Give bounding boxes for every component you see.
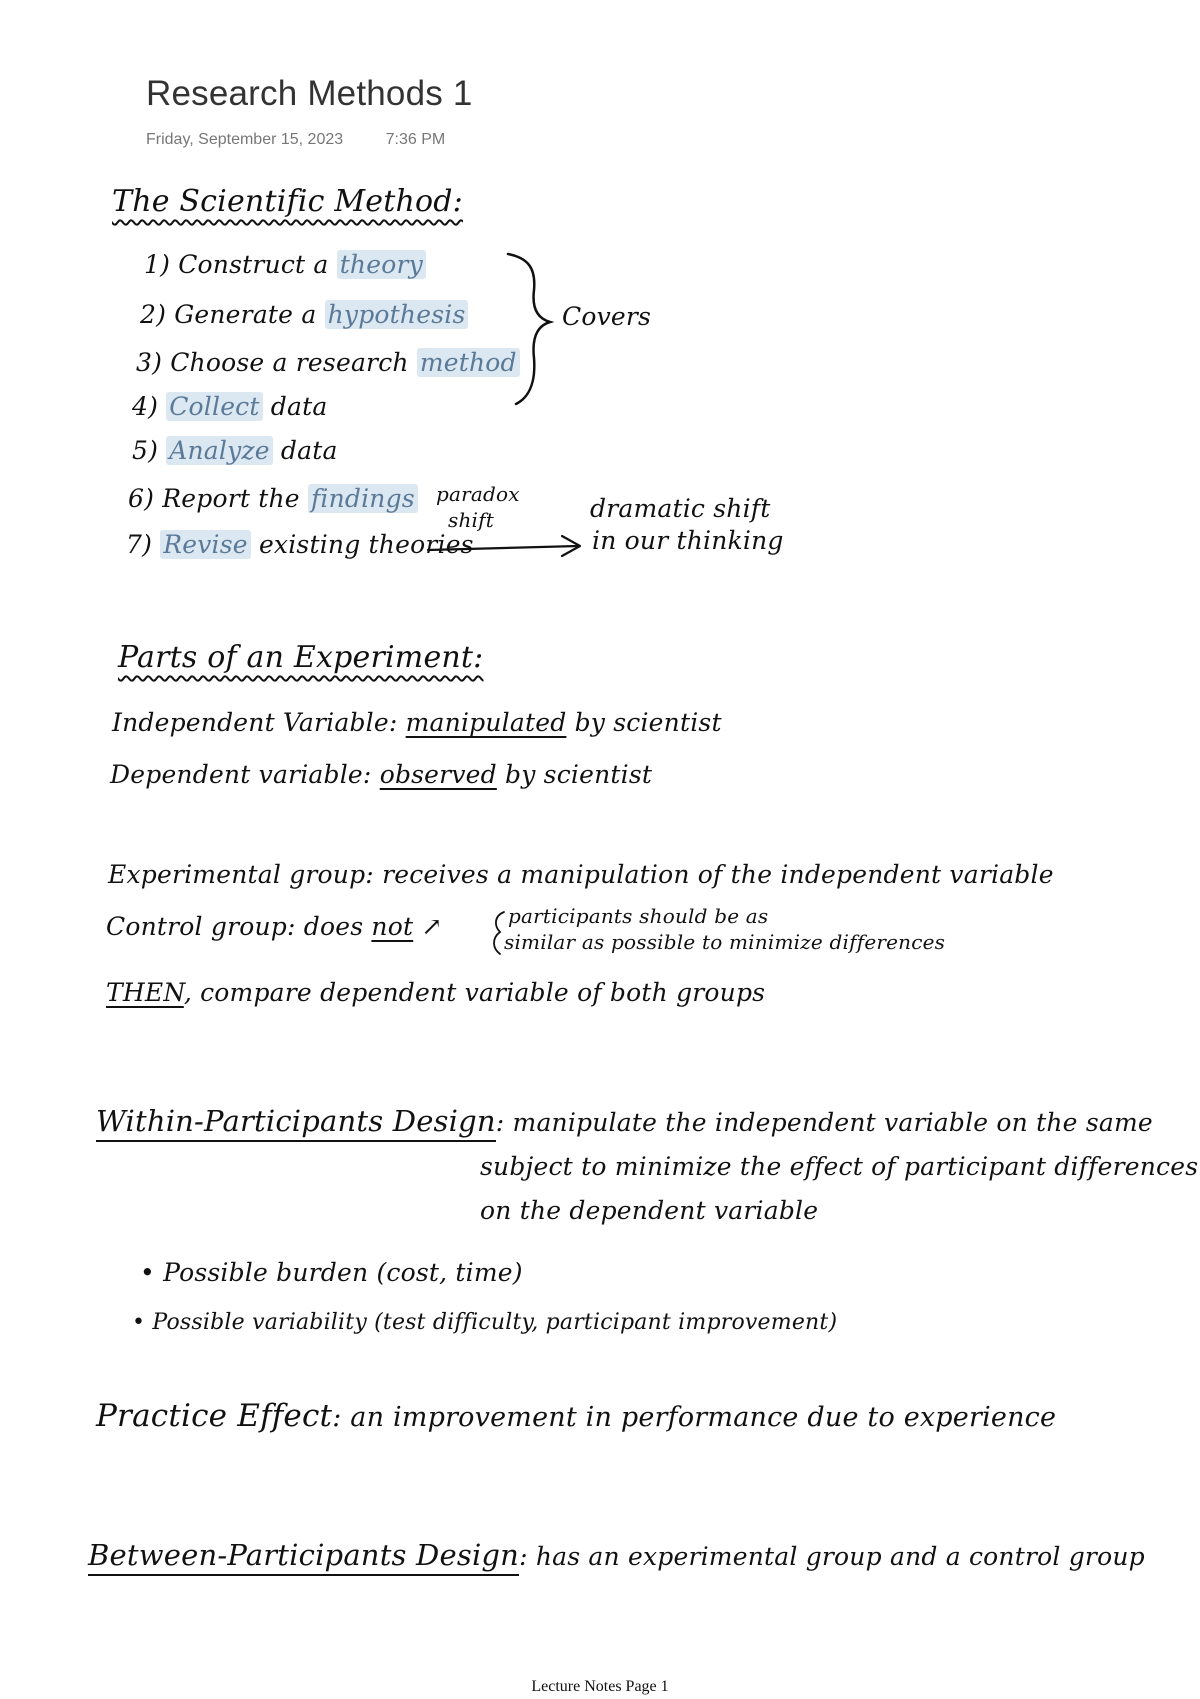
step-3-num: 3) — [136, 348, 163, 377]
within-def-2: subject to minimize the effect of participant differences — [480, 1152, 1199, 1181]
step-7-text: existing theories — [258, 530, 474, 559]
step-1 — [144, 250, 426, 279]
within-def-1: : manipulate the independent variable on the same — [495, 1108, 1153, 1137]
step-1-num: 1) — [144, 250, 171, 279]
step-6-text: Report the — [162, 484, 300, 513]
page-time: 7:36 PM — [385, 131, 446, 148]
arrow-label-paradox: paradox — [436, 482, 520, 506]
then-rest: , compare dependent variable of both groups — [183, 978, 766, 1007]
dv-label: Dependent variable: — [110, 760, 372, 789]
within-heading: Within-Participants Design — [96, 1104, 496, 1142]
step-1-term: theory — [337, 250, 426, 279]
within-bullet-1: • Possible burden (cost, time) — [140, 1258, 523, 1287]
step-4-term: Collect — [166, 392, 262, 421]
page-meta — [146, 131, 445, 149]
step-2-term: hypothesis — [325, 300, 469, 329]
step-3-text: Choose a research — [170, 348, 409, 377]
step-6-term: findings — [308, 484, 418, 513]
control-label: Control group: does — [106, 912, 364, 941]
step-1-text: Construct a — [178, 250, 329, 279]
then-line — [106, 978, 765, 1007]
brace-label: Covers — [562, 302, 652, 331]
step-4-num: 4) — [132, 392, 159, 421]
step-7 — [126, 530, 474, 559]
step-2-num: 2) — [140, 300, 167, 329]
then-term: THEN — [106, 978, 184, 1007]
between-design-line — [88, 1538, 1145, 1572]
step-5-text: data — [280, 436, 338, 465]
step-7-term: Revise — [160, 530, 251, 559]
page-title: Research Methods 1 — [146, 74, 473, 113]
dependent-variable-line — [110, 760, 652, 789]
iv-rest: by scientist — [574, 708, 722, 737]
page-footer: Lecture Notes Page 1 — [531, 1678, 669, 1695]
arrow-label-shift: shift — [448, 508, 494, 532]
practice-effect-line — [96, 1398, 1056, 1434]
within-bullet-2: • Possible variability (test difficulty, participant improvement) — [132, 1310, 838, 1335]
step-3-term: method — [417, 348, 520, 377]
page-date: Friday, September 15, 2023 — [146, 131, 344, 148]
step-6-num: 6) — [128, 484, 155, 513]
iv-label: Independent Variable: — [112, 708, 398, 737]
control-mark: ↗ — [421, 912, 443, 941]
step-5-num: 5) — [132, 436, 159, 465]
practice-heading: Practice Effect — [96, 1398, 333, 1434]
between-def: : has an experimental group and a control group — [519, 1542, 1145, 1571]
group-note-2: similar as possible to minimize differences — [504, 930, 946, 954]
step-4 — [132, 392, 327, 421]
within-design-line-1 — [96, 1104, 1153, 1138]
step-5 — [132, 436, 338, 465]
step-7-num: 7) — [126, 530, 153, 559]
dv-term: observed — [379, 760, 497, 789]
scientific-method-heading: The Scientific Method: — [112, 184, 463, 219]
step-5-term: Analyze — [166, 436, 273, 465]
within-def-3: on the dependent variable — [480, 1196, 819, 1225]
step-2-text: Generate a — [174, 300, 317, 329]
between-heading: Between-Participants Design — [88, 1538, 519, 1576]
step-2 — [140, 300, 468, 329]
dv-rest: by scientist — [505, 760, 653, 789]
step-6 — [128, 484, 418, 513]
iv-term: manipulated — [405, 708, 567, 737]
arrowhead-stroke — [562, 536, 580, 556]
brace-stroke — [508, 254, 550, 404]
independent-variable-line — [112, 708, 722, 737]
control-term: not — [371, 912, 414, 941]
control-group-line — [106, 912, 443, 941]
step-4-text: data — [270, 392, 328, 421]
step-3 — [136, 348, 520, 377]
arrow-target-1: dramatic shift — [590, 494, 771, 523]
experimental-group-line: Experimental group: receives a manipulation of the independent variable — [108, 860, 1054, 889]
practice-def: : an improvement in performance due to experience — [332, 1402, 1057, 1433]
note-brace-stroke — [494, 912, 504, 954]
experiment-heading: Parts of an Experiment: — [118, 640, 484, 675]
arrow-target-2: in our thinking — [592, 526, 784, 555]
group-note-1: participants should be as — [508, 904, 769, 928]
